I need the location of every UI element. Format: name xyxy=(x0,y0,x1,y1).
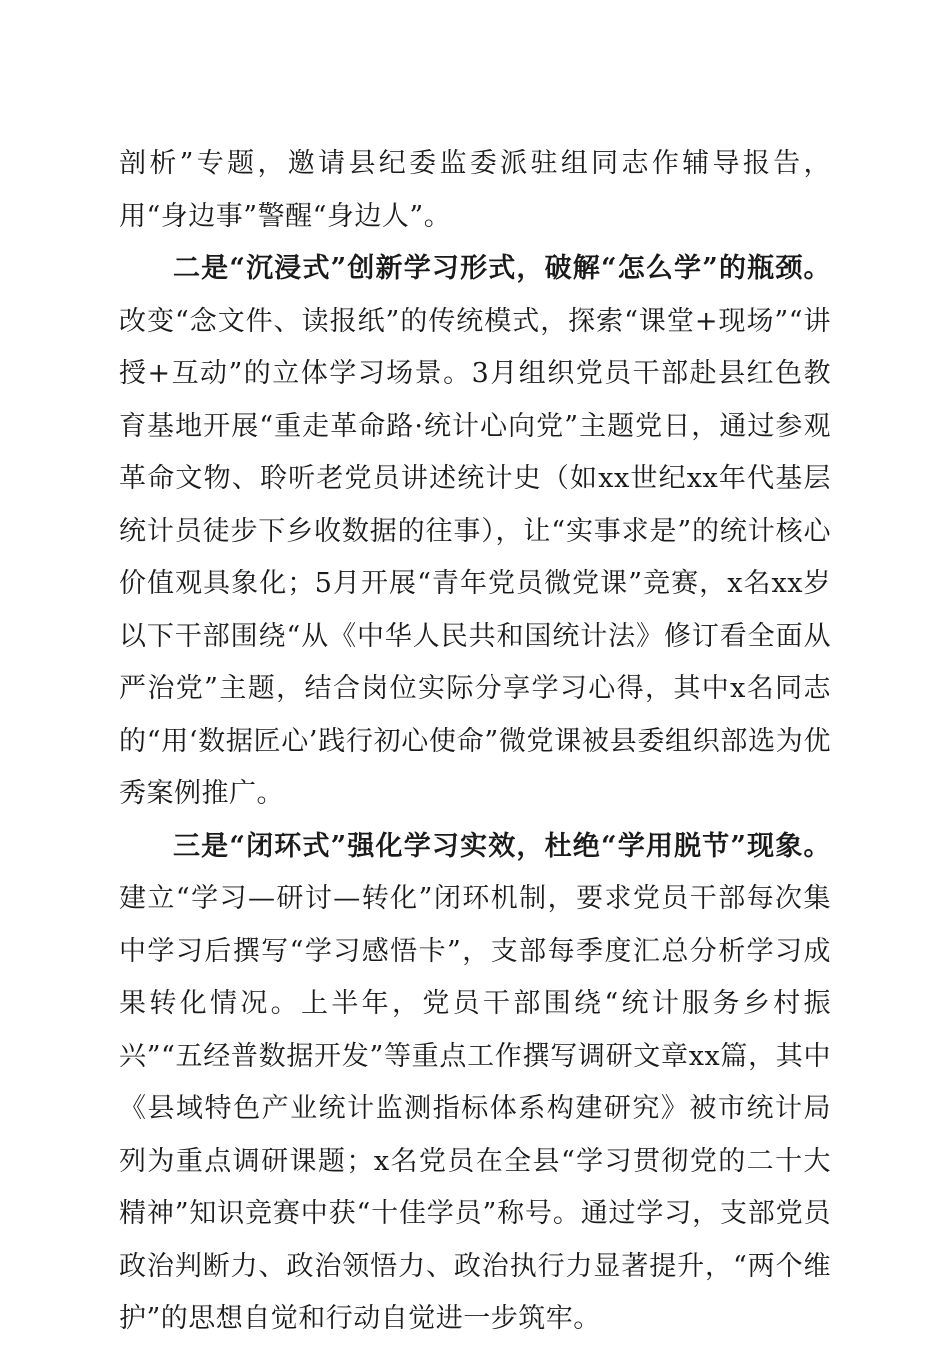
document-body xyxy=(119,138,831,1346)
paragraph-body: 改变“念文件、读报纸”的传统模式，探索“课堂+现场”“讲授+互动”的立体学习场景。3月组织党员干部赴县红色教育基地开展“重走革命路·统计心向党”主题党日，通过参观革命文物、聆听老党员讲述统计史（如xx世纪xx年代基层统计员徒步下乡收数据的往事），让“实事求是”的统计核心价值观具象化；5月开展“青年党员微党课”竞赛，x名xx岁以下干部围绕“从《中华人民共和国统计法》修订看全面从严治党”主题，结合岗位实际分享学习心得，其中x名同志的“用‘数据匠心’践行初心使命”微党课被县委组织部选为优秀案例推广。 xyxy=(119,305,831,809)
paragraph-immersive-learning xyxy=(119,243,831,821)
paragraph-body: 建立“学习—研讨—转化”闭环机制，要求党员干部每次集中学习后撰写“学习感悟卡”，支部每季度汇总分析学习成果转化情况。上半年，党员干部围绕“统计服务乡村振兴”“五经普数据开发”等重点工作撰写调研文章xx篇，其中《县域特色产业统计监测指标体系构建研究》被市统计局列为重点调研课题；x名党员在全县“学习贯彻党的二十大精神”知识竞赛中获“十佳学员”称号。通过学习，支部党员政治判断力、政治领悟力、政治执行力显著提升，“两个维护”的思想自觉和行动自觉进一步筑牢。 xyxy=(119,883,831,1334)
paragraph-lead: 二是“沉浸式”创新学习形式，破解“怎么学”的瓶颈。 xyxy=(173,253,831,284)
paragraph-continuation: 剖析”专题，邀请县纪委监委派驻组同志作辅导报告，用“身边事”警醒“身边人”。 xyxy=(119,148,831,232)
paragraph-closed-loop-learning xyxy=(119,821,831,1346)
paragraph-lead: 三是“闭环式”强化学习实效，杜绝“学用脱节”现象。 xyxy=(173,830,831,862)
